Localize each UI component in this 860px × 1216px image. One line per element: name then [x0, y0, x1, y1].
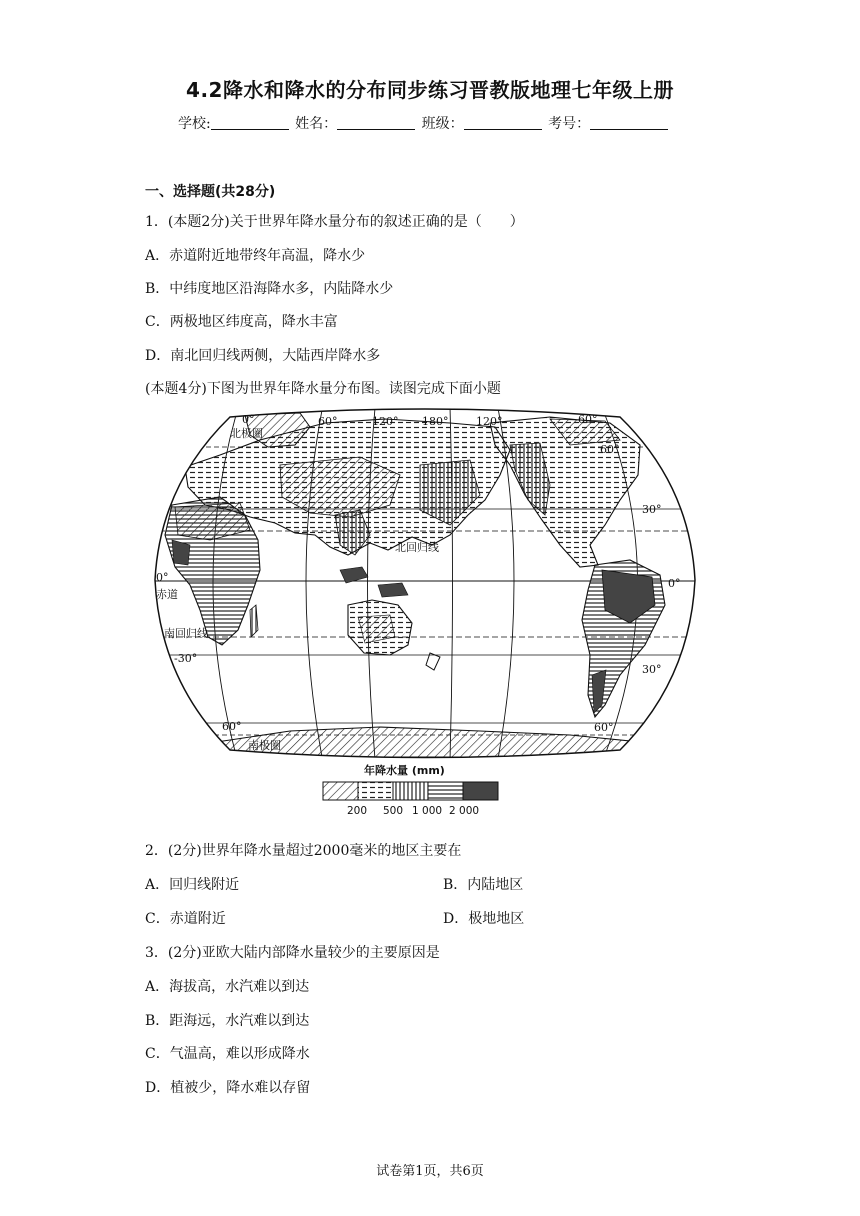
- legend-swatch-200-500: [358, 782, 393, 800]
- lat-30-left-label: -30°: [174, 652, 198, 665]
- lat-0-right-label: 0°: [668, 577, 681, 590]
- page-title: 4.2降水和降水的分布同步练习晋教版地理七年级上册: [186, 78, 674, 102]
- lat-30-right-label: 30°: [642, 503, 662, 516]
- legend-swatch-500-1000: [393, 782, 428, 800]
- legend-tick-500: 500: [383, 805, 404, 817]
- q1-option-c[interactable]: C．两极地区纬度高，降水丰富: [145, 314, 338, 330]
- name-blank[interactable]: [337, 115, 415, 130]
- q3-option-d[interactable]: D．植被少，降水难以存留: [145, 1080, 311, 1096]
- exam-no-blank[interactable]: [590, 115, 668, 130]
- q1-stem: 1．(本题2分)关于世界年降水量分布的叙述正确的是（ ）: [145, 214, 524, 230]
- lon-120b-label: 120°: [476, 415, 503, 428]
- legend-swatch-gt2000: [463, 782, 498, 800]
- tropic-capricorn-label: 南回归线: [164, 627, 208, 640]
- legend-tick-200: 200: [347, 805, 368, 817]
- equator-label: 赤道: [156, 588, 178, 601]
- legend-swatches: [322, 780, 507, 804]
- school-label: 学校:: [178, 116, 211, 132]
- q3-option-b[interactable]: B．距海远，水汽难以到达: [145, 1013, 310, 1029]
- q1-option-b[interactable]: B．中纬度地区沿海降水多，内陆降水少: [145, 281, 394, 297]
- q2-option-b[interactable]: B．内陆地区: [443, 877, 524, 893]
- map-legend: [322, 762, 507, 822]
- south-polar-label: 南极圈: [248, 739, 281, 752]
- lon-0-label: 0°: [242, 413, 255, 426]
- legend-tick-2000: 2 000: [449, 805, 480, 817]
- q3-option-c[interactable]: C．气温高，难以形成降水: [145, 1046, 310, 1062]
- student-info-line: [178, 113, 670, 133]
- q2-option-a[interactable]: A．回归线附近: [145, 877, 240, 893]
- q3-stem: 3．(2分)亚欧大陆内部降水量较少的主要原因是: [145, 945, 440, 961]
- legend-swatch-lt200: [323, 782, 358, 800]
- north-polar-label: 北极圈: [230, 427, 263, 440]
- lat-30-right-s-label: 30°: [642, 663, 662, 676]
- q1-option-d[interactable]: D．南北回归线两侧，大陆西岸降水多: [145, 348, 381, 364]
- q1-option-a[interactable]: A．赤道附近地带终年高温，降水少: [145, 248, 366, 264]
- map-intro: (本题4分)下图为世界年降水量分布图。读图完成下面小题: [145, 381, 501, 397]
- lat-60-left-label: 60°: [222, 720, 242, 733]
- q3-option-a[interactable]: A．海拔高，水汽难以到达: [145, 979, 310, 995]
- world-precipitation-map: [150, 405, 700, 760]
- page-footer: 试卷第1页，共6页: [376, 1164, 484, 1179]
- lat-0-left-label: 0°: [156, 571, 169, 584]
- lat-60-right-n-label: 60°: [600, 443, 620, 456]
- section-heading: 一、选择题(共28分): [145, 184, 276, 200]
- legend-swatch-1000-2000: [428, 782, 463, 800]
- lon-180-label: 180°: [422, 415, 449, 428]
- q2-option-d[interactable]: D．极地地区: [443, 911, 525, 927]
- legend-title: 年降水量 (mm): [364, 764, 445, 777]
- legend-tick-1000: 1 000: [412, 805, 443, 817]
- lon-60b-label: 60°: [578, 413, 598, 426]
- lon-60-label: 60°: [318, 415, 338, 428]
- q2-stem: 2．(2分)世界年降水量超过2000毫米的地区主要在: [145, 843, 462, 859]
- tropic-cancer-label: 北回归线: [395, 541, 439, 554]
- exam-no-label: 考号：: [548, 116, 591, 132]
- q2-option-c[interactable]: C．赤道附近: [145, 911, 226, 927]
- school-blank[interactable]: [211, 115, 289, 130]
- class-blank[interactable]: [464, 115, 542, 130]
- lon-120-label: 120°: [372, 415, 399, 428]
- name-label: 姓名：: [295, 116, 338, 132]
- lat-60-right-label: 60°: [594, 721, 614, 734]
- class-label: 班级：: [421, 116, 464, 132]
